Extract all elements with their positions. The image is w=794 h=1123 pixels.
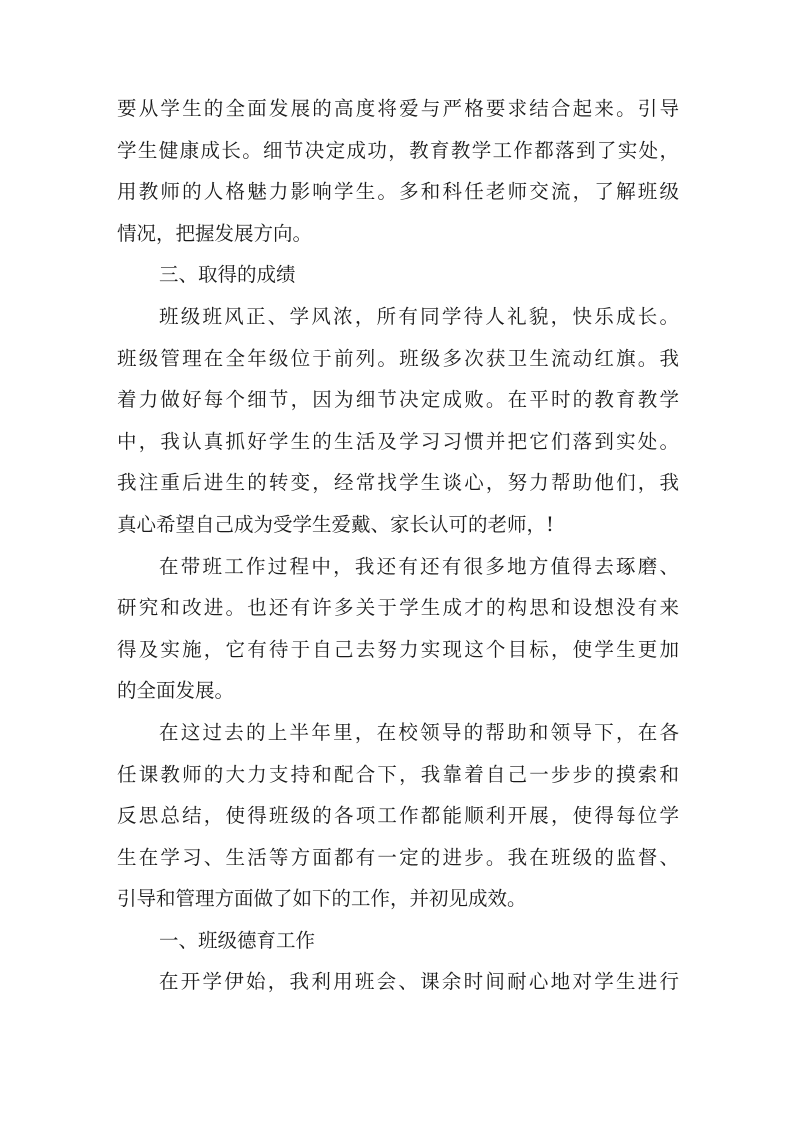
text-line: 研究和改进。也还有许多关于学生成才的构思和设想没有来: [117, 596, 679, 620]
text-line: 在带班工作过程中，我还有还有很多地方值得去琢磨、: [159, 554, 679, 578]
text-line: 着力做好每个细节，因为细节决定成败。在平时的教育教学: [117, 388, 679, 412]
text-line: 任课教师的大力支持和配合下，我靠着自己一步步的摸索和: [117, 762, 679, 786]
text-line: 要从学生的全面发展的高度将爱与严格要求结合起来。引导: [117, 97, 679, 120]
text-line: 得及实施，它有待于自己去努力实现这个目标，使学生更加: [117, 637, 679, 661]
text-line: 反思总结，使得班级的各项工作都能顺利开展，使得每位学: [117, 804, 679, 828]
section-heading: 三、取得的成绩: [159, 263, 296, 287]
text-line: 生在学习、生活等方面都有一定的进步。我在班级的监督、: [117, 845, 679, 869]
text-line: 引导和管理方面做了如下的工作，并初见成效。: [117, 887, 527, 911]
text-line: 的全面发展。: [117, 679, 235, 703]
text-line: 我注重后进生的转变，经常找学生谈心，努力帮助他们，我: [117, 471, 679, 495]
text-line: 班级管理在全年级位于前列。班级多次获卫生流动红旗。我: [117, 346, 679, 370]
document-body: [117, 88, 679, 1003]
text-line: 情况，把握发展方向。: [117, 221, 313, 245]
text-line: 真心希望自己成为受学生爱戴、家长认可的老师，!: [117, 512, 554, 536]
text-line: 班级班风正、学风浓，所有同学待人礼貌，快乐成长。: [159, 304, 679, 328]
text-line: 用教师的人格魅力影响学生。多和科任老师交流，了解班级: [117, 180, 679, 204]
text-line: 在这过去的上半年里，在校领导的帮助和领导下，在各: [159, 720, 679, 744]
text-line: 在开学伊始，我利用班会、课余时间耐心地对学生进行: [159, 970, 679, 994]
text-line: 中，我认真抓好学生的生活及学习习惯并把它们落到实处。: [117, 429, 679, 453]
text-line: 学生健康成长。细节决定成功，教育教学工作都落到了实处，: [117, 138, 679, 162]
section-heading: 一、班级德育工作: [159, 928, 316, 952]
